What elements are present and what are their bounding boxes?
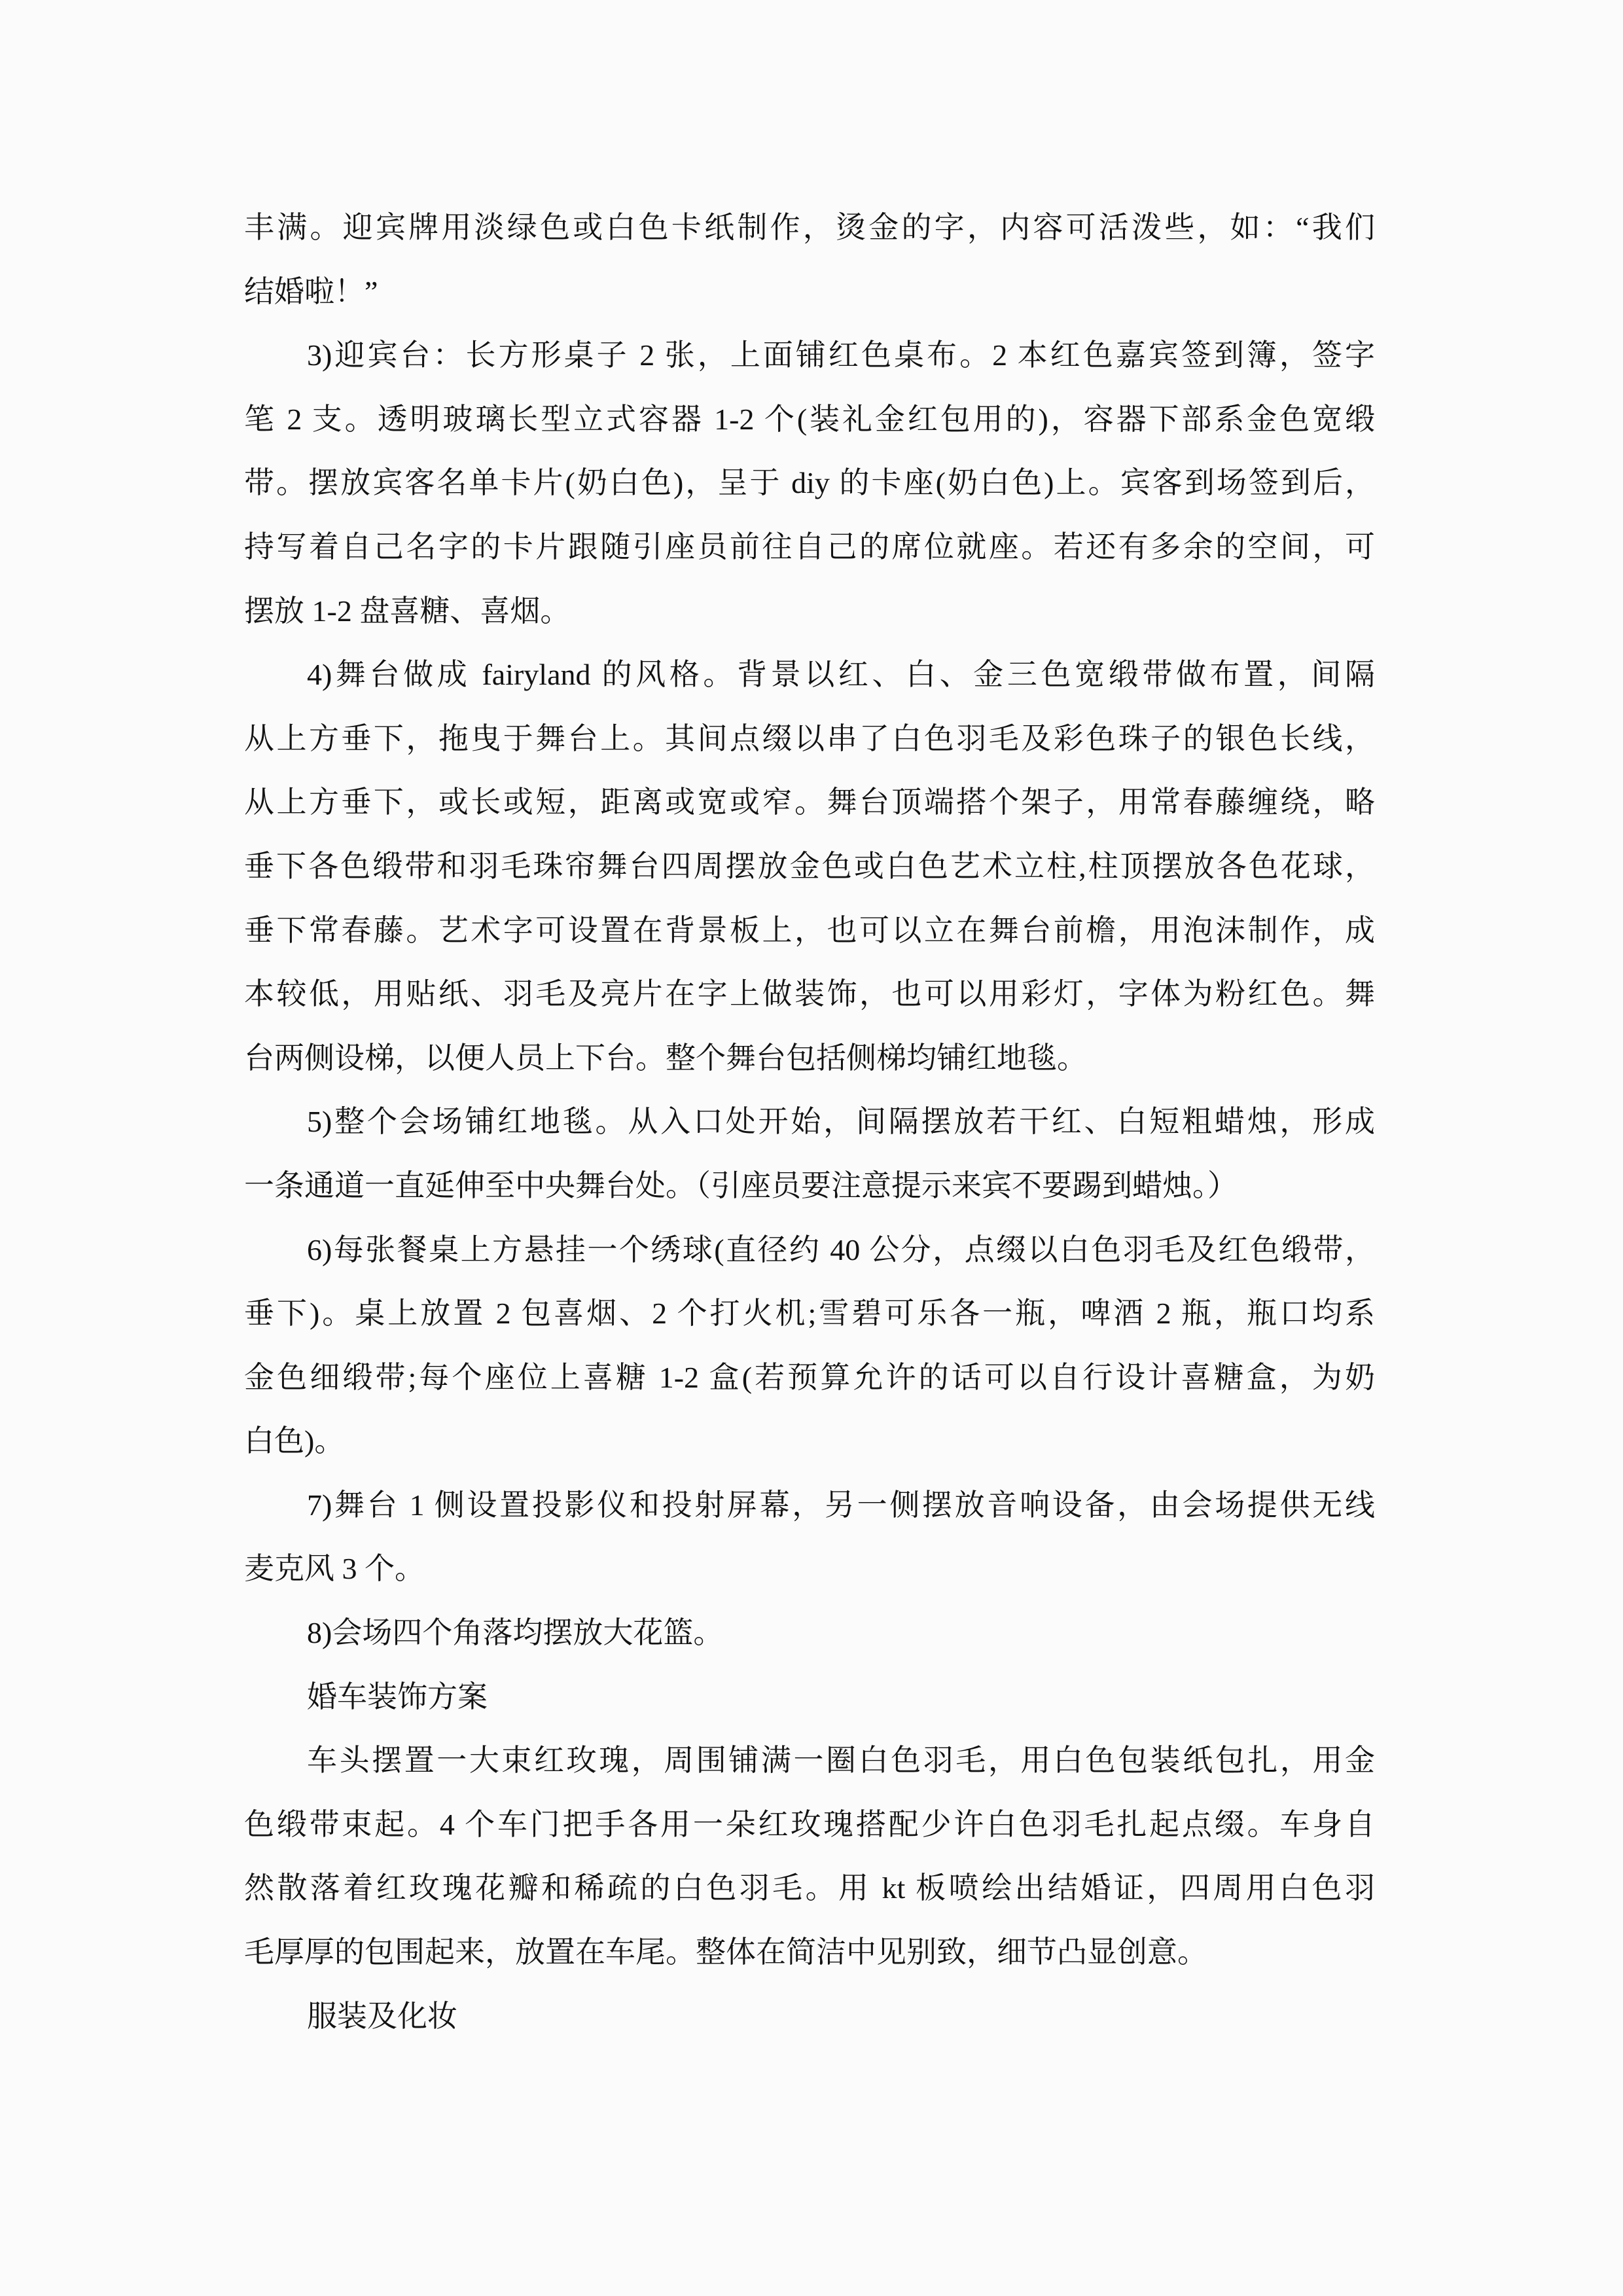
text-line: 持写着自己名字的卡片跟随引座员前往自己的席位就座。若还有多余的空间，可 xyxy=(244,529,1375,564)
text-line: 然散落着红玫瑰花瓣和稀疏的白色羽毛。用 kt 板喷绘出结婚证，四周用白色羽 xyxy=(244,1871,1375,1905)
text-line: 4)舞台做成 fairyland 的风格。背景以红、白、金三色宽缎带做布置，间隔 xyxy=(307,658,1375,692)
text-line: 带。摆放宾客名单卡片(奶白色)，呈于 diy 的卡座(奶白色)上。宾客到场签到后， xyxy=(244,466,1375,500)
text-line: 金色细缎带;每个座位上喜糖 1-2 盒(若预算允许的话可以自行设计喜糖盒，为奶 xyxy=(244,1360,1375,1394)
text-line: 垂下常春藤。艺术字可设置在背景板上，也可以立在舞台前檐，用泡沫制作，成 xyxy=(244,913,1375,947)
text-line: 台两侧设梯，以便人员上下台。整个舞台包括侧梯均铺红地毯。 xyxy=(244,1041,1087,1075)
text-line: 麦克风 3 个。 xyxy=(244,1552,425,1586)
text-line: 摆放 1-2 盘喜糖、喜烟。 xyxy=(244,594,571,628)
text-line: 8)会场四个角落均摆放大花篮。 xyxy=(307,1616,724,1650)
text-line: 3)迎宾台：长方形桌子 2 张，上面铺红色桌布。2 本红色嘉宾签到簿，签字 xyxy=(307,338,1375,372)
text-line: 婚车装饰方案 xyxy=(307,1679,488,1713)
text-line: 垂下各色缎带和羽毛珠帘舞台四周摆放金色或白色艺术立柱,柱顶摆放各色花球， xyxy=(244,849,1375,883)
text-line: 毛厚厚的包围起来，放置在车尾。整体在简洁中见别致，细节凸显创意。 xyxy=(244,1935,1207,1969)
text-block xyxy=(244,196,1375,2048)
text-line: 从上方垂下，拖曳于舞台上。其间点缀以串了白色羽毛及彩色珠子的银色长线， xyxy=(244,721,1375,755)
text-line: 结婚啦！” xyxy=(244,274,378,308)
text-line: 一条通道一直延伸至中央舞台处。（引座员要注意提示来宾不要踢到蜡烛。） xyxy=(244,1168,1238,1202)
text-line: 车头摆置一大束红玫瑰，周围铺满一圈白色羽毛，用白色包装纸包扎，用金 xyxy=(307,1744,1375,1778)
text-line: 丰满。迎宾牌用淡绿色或白色卡纸制作，烫金的字，内容可活泼些，如：“我们 xyxy=(244,211,1375,244)
text-line: 笔 2 支。透明玻璃长型立式容器 1-2 个(装礼金红包用的)，容器下部系金色宽缎 xyxy=(244,402,1375,436)
text-line: 色缎带束起。4 个车门把手各用一朵红玫瑰搭配少许白色羽毛扎起点缀。车身自 xyxy=(244,1807,1375,1841)
text-line: 垂下)。桌上放置 2 包喜烟、2 个打火机;雪碧可乐各一瓶，啤酒 2 瓶，瓶口均系 xyxy=(244,1297,1375,1331)
text-line: 从上方垂下，或长或短，距离或宽或窄。舞台顶端搭个架子，用常春藤缠绕，略 xyxy=(244,785,1375,819)
text-line: 6)每张餐桌上方悬挂一个绣球(直径约 40 公分，点缀以白色羽毛及红色缎带， xyxy=(307,1232,1375,1266)
text-line: 本较低，用贴纸、羽毛及亮片在字上做装饰，也可以用彩灯，字体为粉红色。舞 xyxy=(244,977,1375,1011)
text-line: 7)舞台 1 侧设置投影仪和投射屏幕，另一侧摆放音响设备，由会场提供无线 xyxy=(307,1488,1375,1522)
text-line: 白色)。 xyxy=(244,1424,345,1458)
text-line: 5)整个会场铺红地毯。从入口处开始，间隔摆放若干红、白短粗蜡烛，形成 xyxy=(307,1105,1375,1139)
text-line: 服装及化妆 xyxy=(307,1999,457,2033)
